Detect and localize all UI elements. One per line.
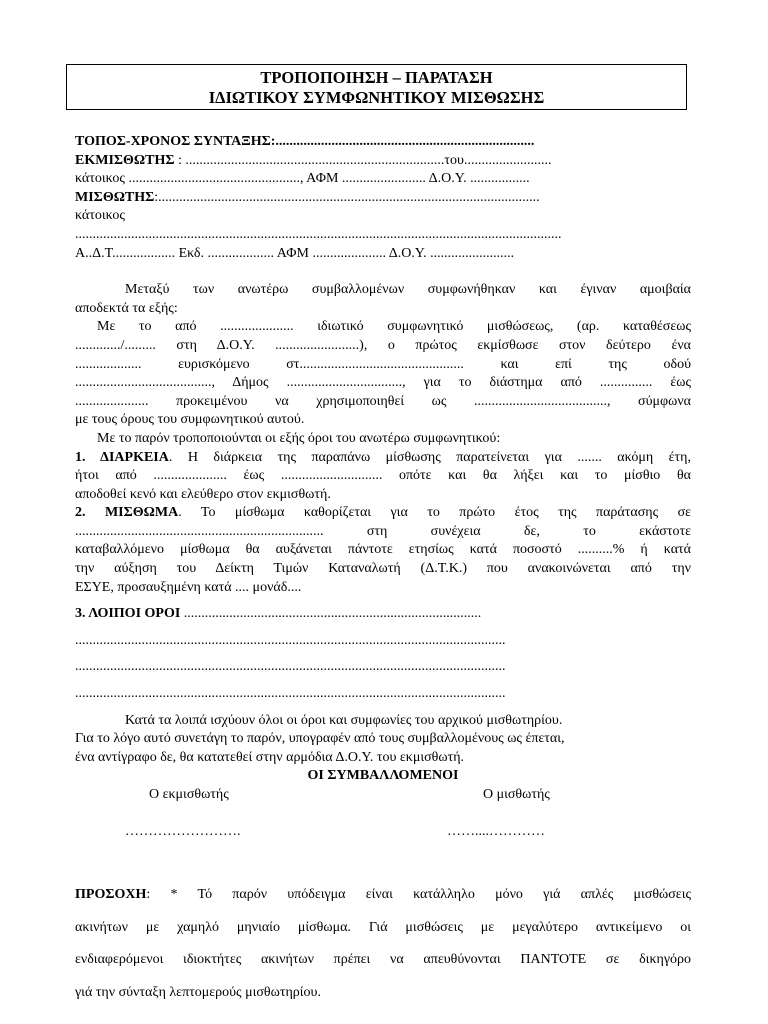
signature-lines bbox=[75, 823, 691, 842]
term-rent-line-4: την αύξηση του Δείκτη Τιμών Καταναλωτή (Δ.Τ.Κ.) που ανακοινώνεται από την bbox=[75, 561, 691, 577]
signature-labels bbox=[75, 786, 691, 805]
place-time-line: ΤΟΠΟΣ-ΧΡΟΝΟΣ ΣΥΝΤΑΞΗΣ:.......................................................................... bbox=[75, 134, 535, 149]
term-rent-line-5: ΕΣΥΕ, προσαυξημένη κατά .... μονάδ.... bbox=[75, 579, 302, 595]
term-rent-line-3: καταβαλλόμενο μίσθωμα θα αυξάνεται πάντοτε ετησίως κατά ποσοστό ..........% ή κατά bbox=[75, 542, 691, 558]
closing-line-3: ένα αντίγραφο δε, θα κατατεθεί στην αρμόδια Δ.Ο.Υ. του εκμισθωτή. bbox=[75, 749, 465, 765]
intro-line-2: αποδεκτά τα εξής: bbox=[75, 300, 178, 316]
lessee-signature-label: Ο μισθωτής bbox=[483, 787, 550, 802]
lessee-label: ΜΙΣΘΩΤΗΣ bbox=[75, 189, 155, 205]
signatures-heading: ΟΙ ΣΥΜΒΑΛΛΟΜΕΝΟΙ bbox=[307, 768, 459, 784]
term-rent-line-1 bbox=[75, 504, 691, 523]
intro-para-line-3: ................... ευρισκόμενο στ............................................... και επί της οδού bbox=[75, 356, 691, 372]
term-rent-line-2: ....................................................................... στη συνέχεια δε, το εκάστοτε bbox=[75, 523, 691, 539]
lessor-fill: : ..........................................................................του......................... bbox=[174, 152, 552, 168]
term-duration-text-1: . Η διάρκεια της παραπάνω μίσθωσης παρατείνεται για ....... ακόμη έτη, bbox=[168, 449, 691, 465]
intro-para-line-5: ..................... προκειμένου να χρησιμοποιηθεί ως ......................................, σύμφωνα bbox=[75, 393, 691, 409]
document-title-box bbox=[66, 64, 687, 110]
term-other-dots-2: ........................................................................................................................... bbox=[75, 659, 506, 675]
intro-para-line-4: ......................................., Δήμος ................................., για το διάστημα από ............... έως bbox=[75, 375, 691, 391]
document-body bbox=[75, 133, 691, 842]
lessor-label: ΕΚΜΙΣΘΩΤΗΣ bbox=[75, 152, 175, 168]
intro-para-line-6: με τους όρους του συμφωνητικού αυτού. bbox=[75, 412, 305, 428]
term-duration-line-2: ήτοι από ..................... έως ............................. οπότε και θα λήξει και το μίσθιο θα bbox=[75, 468, 691, 484]
notice-line-4: γιά την σύνταξη λεπτομερούς μισθωτηρίου. bbox=[75, 984, 321, 1000]
notice-label: ΠΡΟΣΟΧΗ bbox=[75, 887, 147, 902]
notice-text-1: : * Τό παρόν υπόδειγμα είναι κατάλληλο μόνο γιά απλές μισθώσεις bbox=[146, 887, 691, 902]
term-rent-label: 2. ΜΙΣΘΩΜΑ bbox=[75, 505, 179, 521]
intro-line-1: Μεταξύ των ανωτέρω συμβαλλομένων συμφωνήθηκαν και έγιναν αμοιβαία bbox=[125, 282, 691, 298]
notice-line-2: ακινήτων με χαμηλό μηνιαίο μίσθωμα. Γιά μισθώσεις με μεγαλύτερο αντικείμενο οι bbox=[75, 919, 691, 935]
term-duration-label: 1. ΔΙΑΡΚΕΙΑ bbox=[75, 449, 169, 465]
title-line-2: ΙΔΙΩΤΙΚΟΥ ΣΥΜΦΩΝΗΤΙΚΟΥ ΜΙΣΘΩΣΗΣ bbox=[208, 88, 545, 107]
term-duration-line-1 bbox=[75, 449, 691, 468]
intro-para-line-1: Με το από ..................... ιδιωτικό συμφωνητικό μισθώσεως, (αρ. καταθέσεως bbox=[97, 319, 691, 335]
term-other-dots-3: ........................................................................................................................... bbox=[75, 686, 506, 702]
lessee-signature-line: ……....………… bbox=[447, 824, 545, 839]
lessee-ids-line: Α..Δ.Τ.................. Εκδ. ................... ΑΦΜ ..................... Δ.Ο.Υ. ........................ bbox=[75, 245, 515, 261]
term-other-line-1 bbox=[75, 605, 691, 624]
lessor-signature-line: ……………………. bbox=[125, 824, 241, 839]
lessee-line bbox=[75, 189, 691, 208]
notice-line-1 bbox=[75, 886, 691, 905]
notice-block bbox=[75, 872, 691, 1016]
lessee-resident-label: κάτοικος bbox=[75, 208, 125, 224]
closing-line-1: Κατά τα λοιπά ισχύουν όλοι οι όροι και συμφωνίες του αρχικού μισθωτηρίου. bbox=[125, 712, 563, 728]
closing-line-2: Για το λόγο αυτό συνετάγη το παρόν, υπογραφέν από τους συμβαλλομένους ως έπεται, bbox=[75, 731, 565, 747]
notice-line-3: ενδιαφερόμενοι ιδιοκτήτες ακινήτων πρέπει να απευθύνονται ΠΑΝΤΟΤΕ σε δικηγόρο bbox=[75, 952, 691, 968]
intro-para-line-2: ............./......... στη Δ.Ο.Υ. ........................), ο πρώτος εκμίσθωσε στον δεύτερο ένα bbox=[75, 337, 691, 353]
term-other-label: 3. ΛΟΙΠΟΙ ΟΡΟΙ bbox=[75, 606, 181, 622]
term-other-text-1: ..................................................................................... bbox=[180, 606, 482, 622]
term-other-dots-1: ........................................................................................................................... bbox=[75, 632, 506, 648]
modifications-intro: Με το παρόν τροποποιούνται οι εξής όροι του ανωτέρω συμφωνητικού: bbox=[97, 430, 501, 446]
lessor-signature-label: Ο εκμισθωτής bbox=[149, 787, 229, 802]
title-line-1: ΤΡΟΠΟΠΟΙΗΣΗ – ΠΑΡΑΤΑΣΗ bbox=[260, 68, 493, 87]
lessee-fill: :............................................................................................................. bbox=[154, 189, 540, 205]
lessor-resident-line: κάτοικος ................................................., ΑΦΜ ........................ Δ.Ο.Υ. ................. bbox=[75, 171, 530, 187]
term-duration-line-3: αποδοθεί κενό και ελεύθερο στον εκμισθωτή. bbox=[75, 486, 331, 502]
lessee-address-dots: ........................................................................................................................................... bbox=[75, 226, 562, 242]
lessor-line bbox=[75, 152, 691, 171]
term-rent-text-1: . Το μίσθωμα καθορίζεται για το πρώτο έτος της παράτασης σε bbox=[178, 505, 691, 521]
